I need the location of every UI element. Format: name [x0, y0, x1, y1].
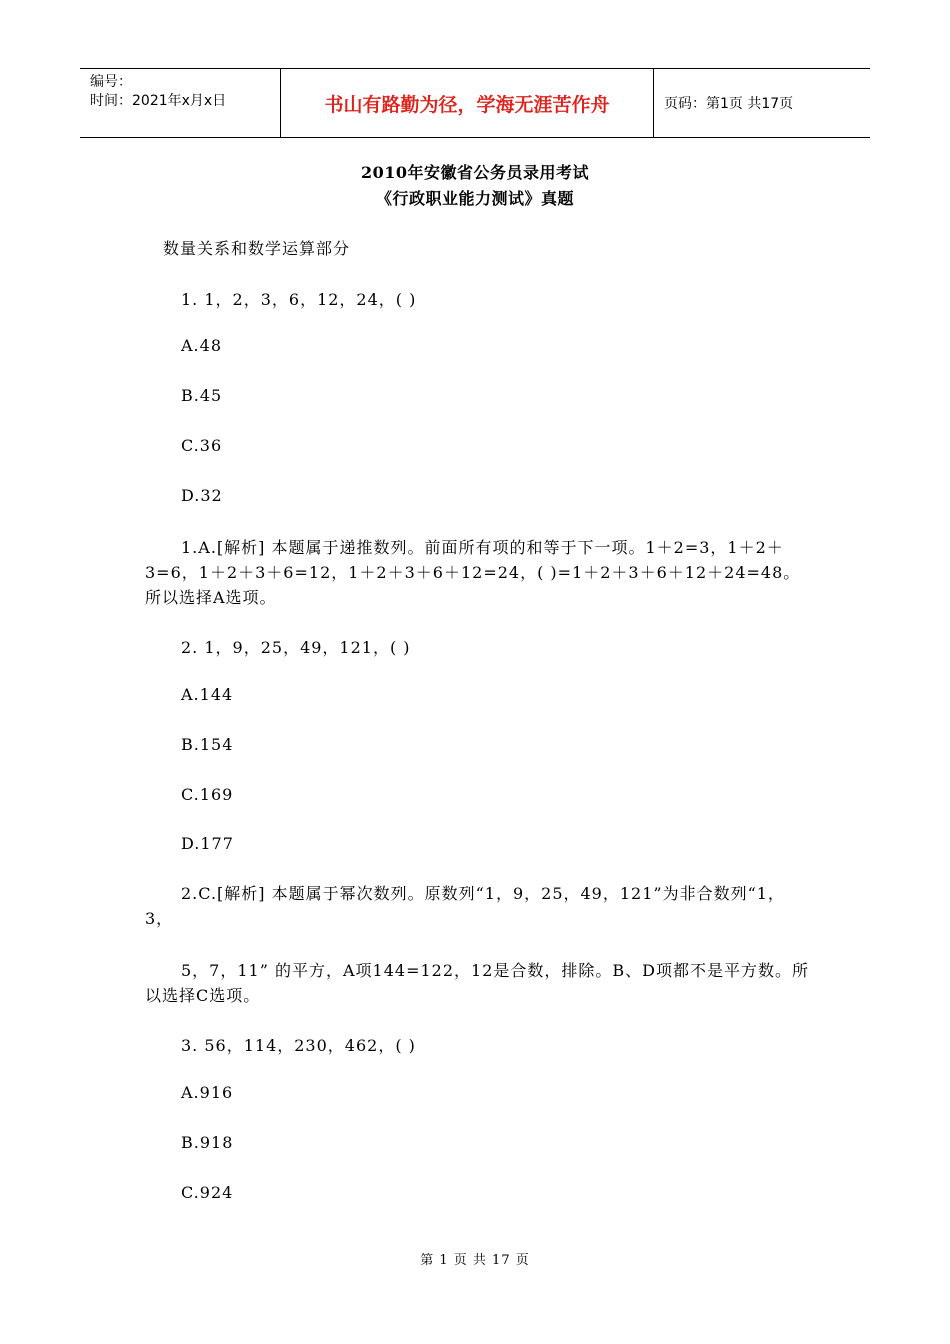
q1-option-d: D.32: [181, 486, 223, 505]
q3-option-c: C.924: [181, 1183, 234, 1202]
doc-title-line2: 《行政职业能力测试》真题: [375, 189, 574, 208]
header-meta-cell: [80, 69, 281, 137]
time-label: 时间：2021年x月x日: [90, 93, 227, 109]
question-2: 2. 1，9，25，49，121，( ): [181, 638, 411, 657]
question-3: 3. 56，114，230，462，( ): [181, 1036, 416, 1055]
q1-explanation: 1.A.[解析] 本题属于递推数列。前面所有项的和等于下一项。1＋2=3，1＋2＋3=6，1＋2＋3＋6=12，1＋2＋3＋6＋12=24，( )=1＋2＋3＋6＋12＋24=48。所以选择A选项。: [145, 538, 801, 607]
question-1: 1. 1，2，3，6，12，24，( ): [181, 290, 417, 309]
section-heading: 数量关系和数学运算部分: [163, 239, 351, 258]
header-motto: 书山有路勤为径，学海无涯苦作舟: [281, 69, 654, 137]
q2-option-d: D.177: [181, 834, 234, 853]
q2-explanation-part2: 5，7，11” 的平方，A项144=122，12是合数，排除。B、D项都不是平方数。所以选择C选项。: [145, 961, 809, 1005]
q3-option-b: B.918: [181, 1133, 234, 1152]
header-page-label: 页码：第1页 共17页: [664, 96, 794, 112]
serial-label: 编号：: [90, 74, 132, 90]
doc-title-line1: 2010年安徽省公务员录用考试: [360, 163, 590, 182]
q1-option-c: C.36: [181, 436, 223, 455]
page-footer: 第 1 页 共 17 页: [420, 1253, 530, 1268]
q3-option-a: A.916: [181, 1083, 234, 1102]
q1-option-b: B.45: [181, 386, 223, 405]
q2-option-b: B.154: [181, 735, 234, 754]
q2-option-a: A.144: [181, 685, 234, 704]
document-header: [80, 68, 870, 138]
q2-option-c: C.169: [181, 785, 234, 804]
q2-explanation-part1: 2.C.[解析] 本题属于幂次数列。原数列“1，9，25，49，121”为非合数列“1，3，: [145, 884, 785, 928]
q1-option-a: A.48: [181, 336, 222, 355]
